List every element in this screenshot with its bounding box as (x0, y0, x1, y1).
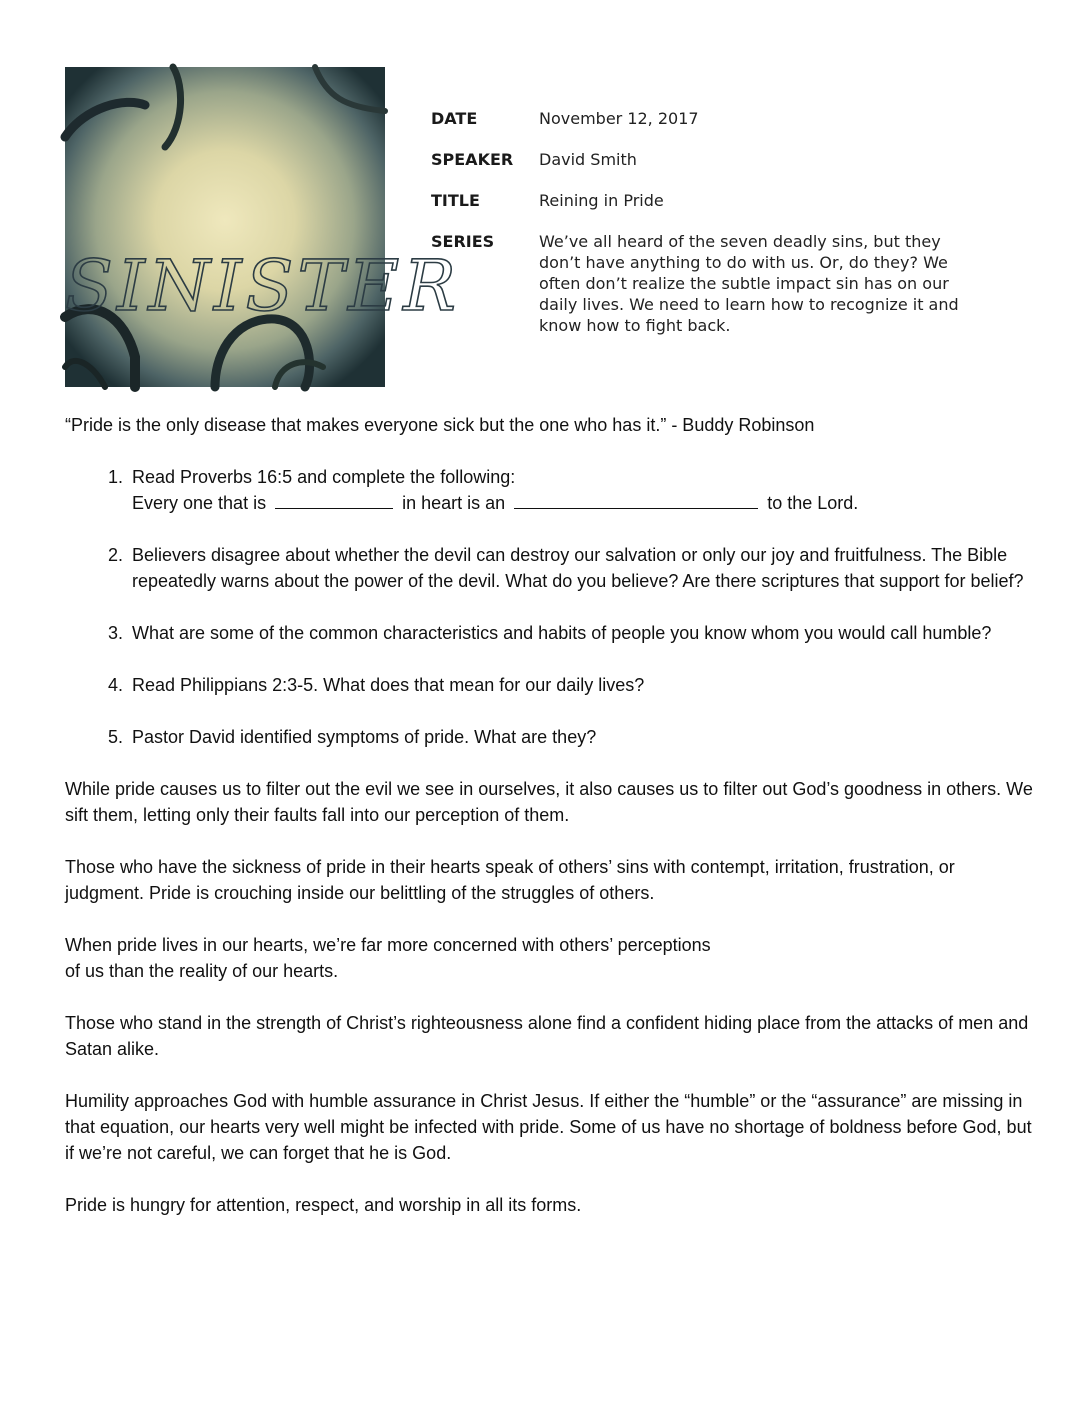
paragraph-2: Those who have the sickness of pride in their hearts speak of others’ sins with contempt, irritation, frustration, or judgment. Pride is crouching inside our belittling of the struggles of others. (65, 857, 955, 903)
paragraph-3-line2: of us than the reality of our hearts. (65, 961, 339, 981)
discussion-questions (65, 464, 1035, 750)
series-description: We’ve all heard of the seven deadly sins, but they don’t have anything to do with us. Or, do they? We often don’t realize the subtle impact sin has on our daily lives. We need to learn how to recognize it and know how to fight back. (539, 232, 959, 335)
question-item (128, 620, 1035, 646)
paragraph-5: Humility approaches God with humble assurance in Christ Jesus. If either the “humble” or the “assurance” are missing in that equation, our hearts very well might be infected with pride. Some of us have no shortage of boldness before God, but if we’re not careful, we can forget that he is God. (65, 1091, 1032, 1163)
question-item (128, 464, 1035, 516)
question-2-text: Believers disagree about whether the devil can destroy our salvation or only our joy and fruitfulness. The Bible repeatedly warns about the power of the devil. What do you believe? Are there scriptures that support for belief? (132, 545, 1024, 591)
question-1-part1: Every one that is (132, 493, 267, 513)
date-label: DATE (431, 109, 478, 128)
series-row (431, 231, 1001, 336)
question-1-line1: Read Proverbs 16:5 and complete the following: (132, 467, 516, 487)
speaker-row (431, 149, 1001, 170)
title-value: Reining in Pride (539, 191, 664, 210)
question-item (128, 672, 1035, 698)
question-1-part2: in heart is an (402, 493, 506, 513)
question-3-text: What are some of the common characteristics and habits of people you know whom you would call humble? (132, 623, 992, 643)
date-row (431, 108, 1001, 129)
question-item (128, 724, 1035, 750)
study-guide-body (65, 412, 1035, 1244)
title-label: TITLE (431, 191, 480, 210)
paragraph-1: While pride causes us to filter out the evil we see in ourselves, it also causes us to filter out God’s goodness in others. We sift them, letting only their faults fall into our perception of them. (65, 779, 1033, 825)
speaker-label: SPEAKER (431, 150, 514, 169)
paragraph-6: Pride is hungry for attention, respect, and worship in all its forms. (65, 1195, 582, 1215)
paragraph-3-line1: When pride lives in our hearts, we’re far more concerned with others’ perceptions (65, 935, 711, 955)
series-label: SERIES (431, 232, 495, 251)
paragraph-4: Those who stand in the strength of Christ’s righteousness alone find a confident hiding place from the attacks of men and Satan alike. (65, 1013, 1029, 1059)
title-row (431, 190, 1001, 211)
speaker-value: David Smith (539, 150, 637, 169)
question-1-part3: to the Lord. (767, 493, 859, 513)
sermon-info (431, 108, 1001, 356)
date-value: November 12, 2017 (539, 109, 699, 128)
paragraph-3 (65, 932, 1035, 984)
question-item (128, 542, 1035, 594)
fill-in-blank-1[interactable] (275, 490, 393, 509)
cover-title: SINISTER (65, 245, 460, 327)
opening-quote: “Pride is the only disease that makes everyone sick but the one who has it.” - Buddy Robinson (65, 415, 815, 435)
question-4-text: Read Philippians 2:3-5. What does that mean for our daily lives? (132, 675, 645, 695)
question-5-text: Pastor David identified symptoms of pride. What are they? (132, 727, 597, 747)
fill-in-blank-2[interactable] (514, 490, 758, 509)
